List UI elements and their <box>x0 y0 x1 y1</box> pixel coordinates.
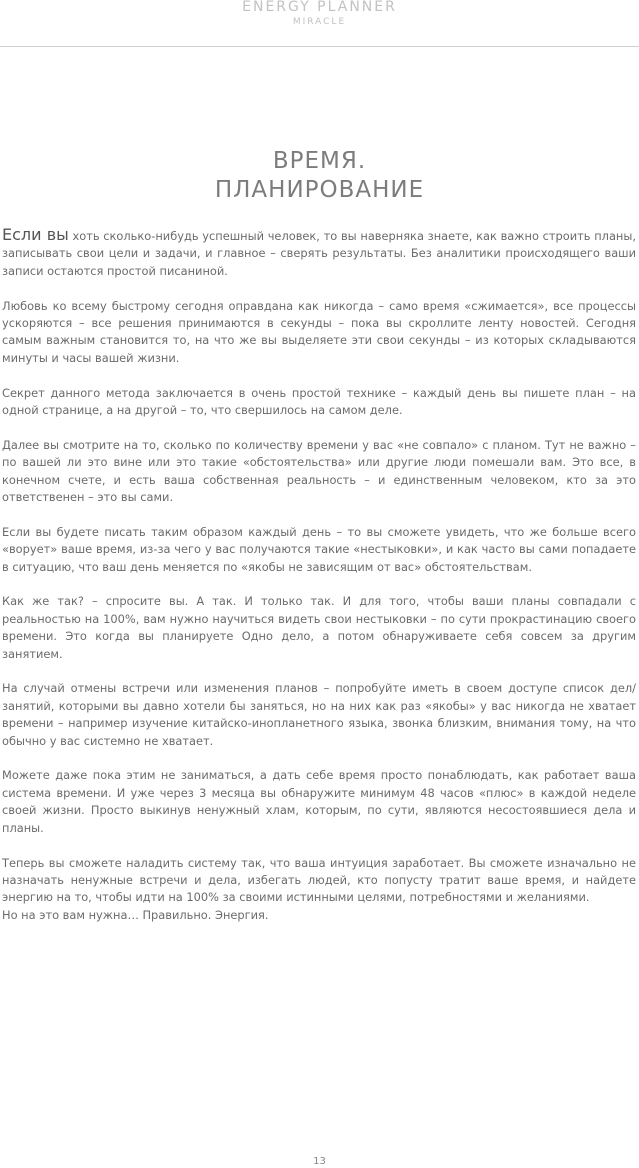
page-title <box>0 147 639 205</box>
paragraph-1 <box>2 226 636 280</box>
paragraph-1-text: хоть сколько-нибудь успешный человек, то вы наверняка знаете, как важно строить планы, записывать свои цели и задачи, и главное – сверять результаты. Без аналитики происходящего ваши записи остаются простой писаниной. <box>2 229 636 278</box>
page-number: 13 <box>313 1156 326 1167</box>
paragraph-2: Любовь ко всему быстрому сегодня оправдана как никогда – само время «сжимается», все процессы ускоряются – все решения принимаются в секунды – пока вы скроллите ленту новостей. Сегодня самым важным становится то, на что же вы выделяете эти свои секунды – из которых складываются минуты и часы вашей жизни. <box>2 298 636 365</box>
paragraph-7: На случай отмены встречи или изменения планов – попробуйте иметь в своем доступе список дел/занятий, которыми вы давно хотели бы заняться, но на них как раз «якобы» у вас никогда не хватает времени – например изучение китайско-инопланетного языка, звонка близким, внимания тому, на что обычно у вас системно не хватает. <box>2 681 636 748</box>
page-title-line-2: ПЛАНИРОВАНИЕ <box>214 177 425 204</box>
page-header <box>0 0 639 47</box>
paragraph-9: Теперь вы сможете наладить систему так, что ваша интуиция заработает. Вы сможете изначально не назначать ненужные встречи и дела, избегать людей, кто попусту тратит ваше время, и найдете энергию на то, чтобы идти на 100% за своими истинными целями, потребностями и желаниями. <box>2 855 636 905</box>
page-title-line-1: ВРЕМЯ. <box>272 148 367 175</box>
paragraph-4: Далее вы смотрите на то, сколько по количеству времени у вас «не совпало» с планом. Тут не важно – по вашей ли это вине или это такие «обстоятельства» или другие люди помешали вам. Это все, в конечном счете, и есть ваша собственная реальность – и единственным человеком, кто за это ответственен – это вы сами. <box>2 437 636 505</box>
paragraph-6: Как же так? – спросите вы. А так. И только так. И для того, чтобы ваши планы совпадали с реальностью на 100%, вам нужно научиться видеть свои нестыковки – по сути прокрастинацию своего времени. Это когда вы планируете Одно дело, а потом обнаруживаете себя совсем за другим занятием. <box>2 594 636 661</box>
paragraph-3: Секрет данного метода заключается в очень простой технике – каждый день вы пишете план – на одной странице, а на другой – то, что свершилось на самом деле. <box>2 385 636 418</box>
paragraph-5: Если вы будете писать таким образом каждый день – то вы сможете увидеть, что же больше всего «ворует» ваше время, из-за чего у вас получаются такие «нестыковки», и как часто вы сами попадаете в ситуацию, что ваш день меняется по «якобы не зависящим от вас» обстоятельствам. <box>2 524 636 574</box>
header-title: ENERGY PLANNER <box>242 0 397 15</box>
header-subtitle: MIRACLE <box>292 17 347 27</box>
body-text <box>2 226 636 924</box>
paragraph-8: Можете даже пока этим не заниматься, а дать себе время просто понаблюдать, как работает ваша система времени. И уже через 3 месяца вы обнаружите минимум 48 часов «плюс» в каждой неделе своей жизни. Просто выкинув ненужный хлам, которым, по сути, являются несостоявшиеся дела и планы. <box>2 768 636 835</box>
lead-words: Если вы <box>2 225 69 244</box>
paragraph-10: Но на это вам нужна… Правильно. Энергия. <box>2 907 269 922</box>
